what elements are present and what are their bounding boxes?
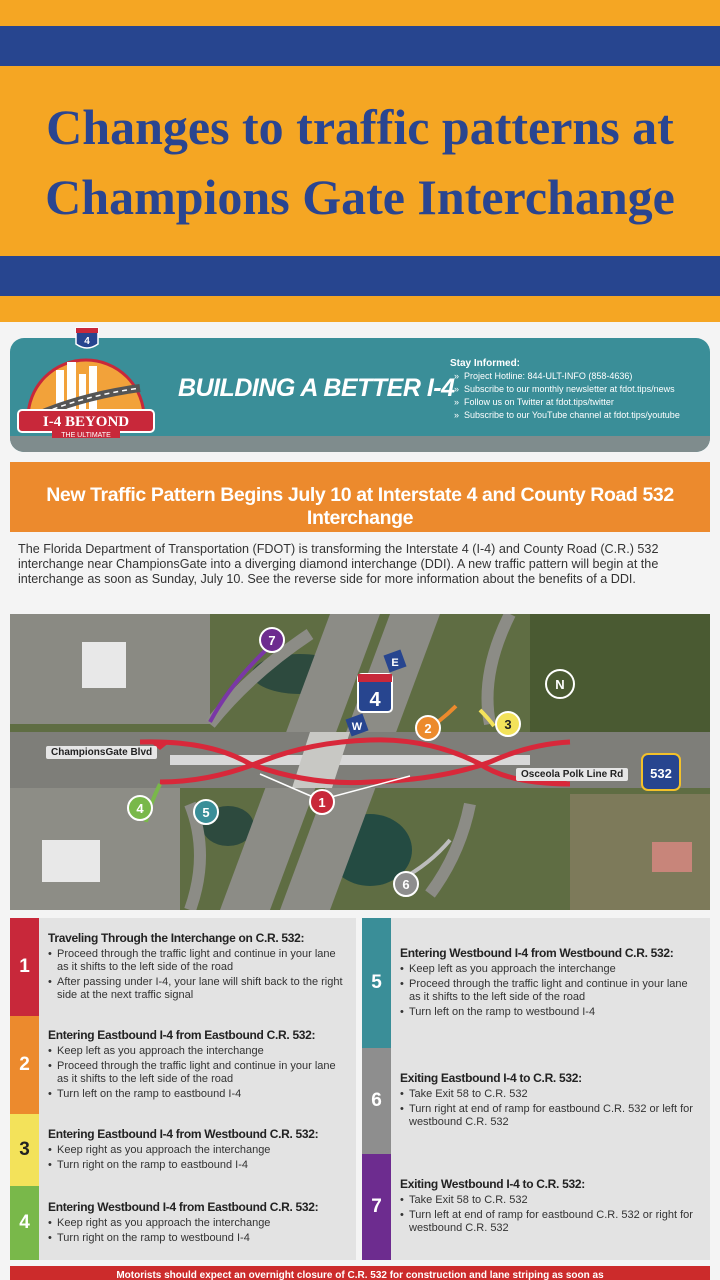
road-label-championsgate: ChampionsGate Blvd (46, 746, 157, 759)
map-marker-5: 5 (202, 805, 210, 820)
step-3-title: Entering Eastbound I-4 from Westbound C.R. 532: (48, 1126, 319, 1141)
i4-west-label: W (351, 721, 363, 733)
step-4-bullet: • Turn right on the ramp to westbound I-4 (48, 1232, 348, 1245)
step-3-bullet: • Keep right as you approach the interchange (48, 1144, 348, 1157)
step-7-number: 7 (362, 1154, 391, 1260)
road-label-osceola-polk: Osceola Polk Line Rd (516, 768, 628, 781)
bottom-band (0, 256, 720, 296)
step-1-number: 1 (10, 918, 39, 1016)
i4-east-label: E (391, 657, 399, 669)
top-band (0, 26, 720, 66)
step-6-bullet: • Turn right at end of ramp for eastbound C.R. 532 or left for westbound C.R. 532 (400, 1103, 702, 1129)
closure-notice-text: Motorists should expect an overnight closure of C.R. 532 for construction and lane striping as soon as (116, 1270, 604, 1280)
step-7-bullet: • Turn left at end of ramp for eastbound C.R. 532 or right for westbound C.R. 532 (400, 1209, 702, 1235)
step-7 (362, 1154, 710, 1260)
map-marker-7: 7 (268, 633, 276, 648)
step-5-number: 5 (362, 918, 391, 1048)
step-4 (10, 1186, 356, 1260)
logo-brand: I-4 BEYOND (42, 414, 130, 430)
stay-line-hotline: » Project Hotline: 844-ULT-INFO (858-4636) (450, 370, 680, 383)
step-1-title: Traveling Through the Interchange on C.R. 532: (48, 930, 305, 945)
intro-paragraph: The Florida Department of Transportation (FDOT) is transforming the Interstate 4 (I-4) and County Road (C.R.) 532 interchange near ChampionsGate into a diverging diamond interchange (DDI). A new traffic pattern will begin at the interchange as soon as Sunday, July 10. See the reverse side for more information about the benefits of a DDI. (18, 542, 659, 586)
step-6-number: 6 (362, 1048, 391, 1154)
map-marker-4: 4 (136, 801, 144, 816)
step-5-bullet: • Turn left on the ramp to westbound I-4 (400, 1006, 702, 1019)
step-4-title: Entering Westbound I-4 from Eastbound C.R. 532: (48, 1199, 319, 1214)
step-1 (10, 918, 356, 1016)
map-marker-6: 6 (402, 877, 410, 892)
stay-line-twitter: » Follow us on Twitter at fdot.tips/twitter (450, 396, 680, 409)
step-2 (10, 1016, 356, 1114)
step-5 (362, 918, 710, 1048)
stay-informed-title: Stay Informed: (450, 358, 521, 369)
step-6 (362, 1048, 710, 1154)
logo-tagline: THE ULTIMATE (61, 432, 111, 438)
step-2-bullet: • Turn left on the ramp to eastbound I-4 (48, 1088, 348, 1101)
announcement-bar (10, 462, 710, 532)
i4-beyond-logo (12, 326, 160, 438)
headline-line-2: Champions Gate Interchange (45, 169, 675, 225)
step-2-bullet: • Proceed through the traffic light and continue in your lane as it shifts to the left side of the road (48, 1060, 348, 1086)
flyer (0, 322, 720, 1280)
map-marker-2: 2 (424, 721, 432, 736)
step-2-title: Entering Eastbound I-4 from Eastbound C.R. 532: (48, 1027, 316, 1042)
interchange-map (10, 614, 710, 910)
step-1-bullet: • Proceed through the traffic light and continue in your lane as it shifts to the left side of the road (48, 948, 348, 974)
top-banner (0, 0, 720, 322)
i4-shield-number: 4 (369, 689, 381, 711)
map-marker-3: 3 (504, 717, 512, 732)
step-7-bullet: • Take Exit 58 to C.R. 532 (400, 1194, 702, 1207)
header-title: BUILDING A BETTER I-4 (178, 374, 455, 402)
step-4-bullet: • Keep right as you approach the interchange (48, 1217, 348, 1230)
step-7-title: Exiting Westbound I-4 to C.R. 532: (400, 1177, 585, 1191)
compass-north: N (555, 677, 565, 692)
step-5-title: Entering Westbound I-4 from Westbound C.R. 532: (400, 945, 674, 960)
step-3 (10, 1114, 356, 1186)
step-6-title: Exiting Eastbound I-4 to C.R. 532: (400, 1071, 582, 1085)
stay-line-newsletter: » Subscribe to our monthly newsletter at fdot.tips/news (450, 383, 680, 396)
logo-shield-number: 4 (84, 336, 90, 347)
step-6-bullet: • Take Exit 58 to C.R. 532 (400, 1088, 702, 1101)
headline-line-1: Changes to traffic patterns at (46, 99, 674, 155)
closure-notice (10, 1266, 710, 1280)
step-5-bullet: • Keep left as you approach the interchange (400, 963, 702, 976)
headline (0, 92, 720, 232)
map-graphic (10, 614, 710, 910)
cr532-shield-number: 532 (650, 766, 672, 781)
step-3-bullet: • Turn right on the ramp to eastbound I-4 (48, 1159, 348, 1172)
step-5-bullet: • Proceed through the traffic light and continue in your lane as it shifts to the left side of the road (400, 978, 702, 1004)
step-3-number: 3 (10, 1114, 39, 1186)
stay-informed (450, 357, 680, 422)
map-marker-1: 1 (318, 795, 326, 810)
step-1-bullet: • After passing under I-4, your lane will shift back to the right side at the next traffic signal (48, 976, 348, 1002)
step-4-number: 4 (10, 1186, 39, 1260)
step-2-number: 2 (10, 1016, 39, 1114)
announcement-text: New Traffic Pattern Begins July 10 at Interstate 4 and County Road 532 Interchange (46, 484, 674, 529)
stay-line-youtube: » Subscribe to our YouTube channel at fdot.tips/youtube (450, 409, 680, 422)
step-2-bullet: • Keep left as you approach the interchange (48, 1045, 348, 1058)
